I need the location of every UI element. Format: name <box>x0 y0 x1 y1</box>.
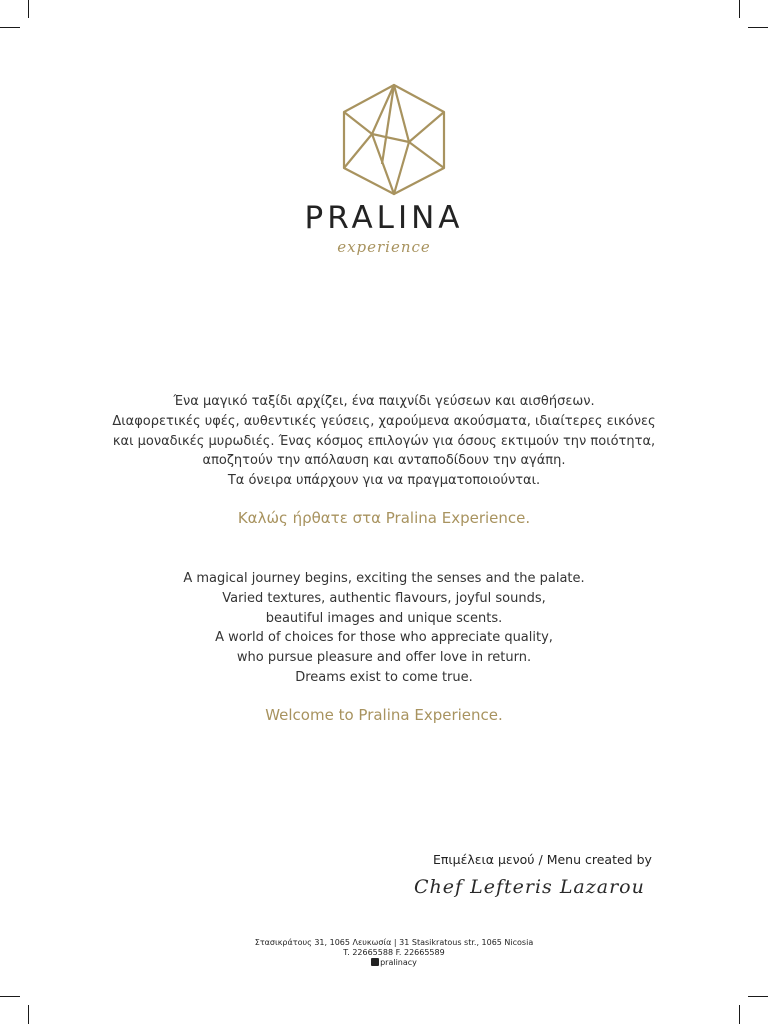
social-handle: pralinacy <box>380 958 417 967</box>
intro-greek-line: και μοναδικές μυρωδιές. Ένας κόσμος επιλογών για όσους εκτιμούν την ποιότητα, <box>112 433 656 449</box>
crop-mark <box>748 27 768 28</box>
welcome-english: Welcome to Pralina Experience. <box>265 706 503 724</box>
footer-phone: T. 22665588 F. 22665589 <box>343 948 445 957</box>
intro-english-line: Dreams exist to come true. <box>295 669 473 685</box>
facebook-instagram-icon <box>371 958 379 966</box>
intro-english-line: Varied textures, authentic flavours, joyful sounds, <box>222 590 546 606</box>
intro-english-line: A world of choices for those who appreciate quality, <box>215 630 553 646</box>
intro-english <box>84 569 684 688</box>
intro-english-line: who pursue pleasure and offer love in return. <box>236 650 532 666</box>
intro-greek-line: αποζητούν την απόλαυση και ανταποδίδουν την αγάπη. <box>202 453 566 469</box>
crop-mark <box>28 0 29 18</box>
crop-mark <box>748 996 768 997</box>
intro-greek-line: Τα όνειρα υπάρχουν για να πραγματοποιούνται. <box>227 473 541 489</box>
crop-mark <box>739 0 740 18</box>
crop-mark <box>739 1005 740 1024</box>
footer-contact <box>0 938 768 968</box>
intro-greek <box>84 392 684 491</box>
intro-greek-line: Ένα μαγικό ταξίδι αρχίζει, ένα παιχνίδι γεύσεων και αισθήσεων. <box>173 394 595 409</box>
crop-mark <box>28 1005 29 1024</box>
footer-address: Στασικράτους 31, 1065 Λευκωσία | 31 Stasikratous str., 1065 Nicosia <box>254 938 534 947</box>
intro-english-line: A magical journey begins, exciting the senses and the palate. <box>183 571 585 586</box>
intro-greek-line: Διαφορετικές υφές, αυθεντικές γεύσεις, χαρούμενα ακούσματα, ιδιαίτερες εικόνες <box>112 413 656 429</box>
intro-english-line: beautiful images and unique scents. <box>265 610 503 626</box>
crop-mark <box>0 996 20 997</box>
credit-label: Επιμέλεια μενού / Menu created by <box>433 852 652 867</box>
crop-mark <box>0 27 20 28</box>
chef-signature: Chef Lefteris Lazarou <box>414 876 645 898</box>
hexagon-logo-icon <box>334 82 454 198</box>
brand-tagline: experience <box>337 238 431 256</box>
welcome-greek: Καλώς ήρθατε στα Pralina Experience. <box>237 509 531 527</box>
footer-social <box>0 958 768 968</box>
brand-name: PRALINA <box>304 200 464 236</box>
